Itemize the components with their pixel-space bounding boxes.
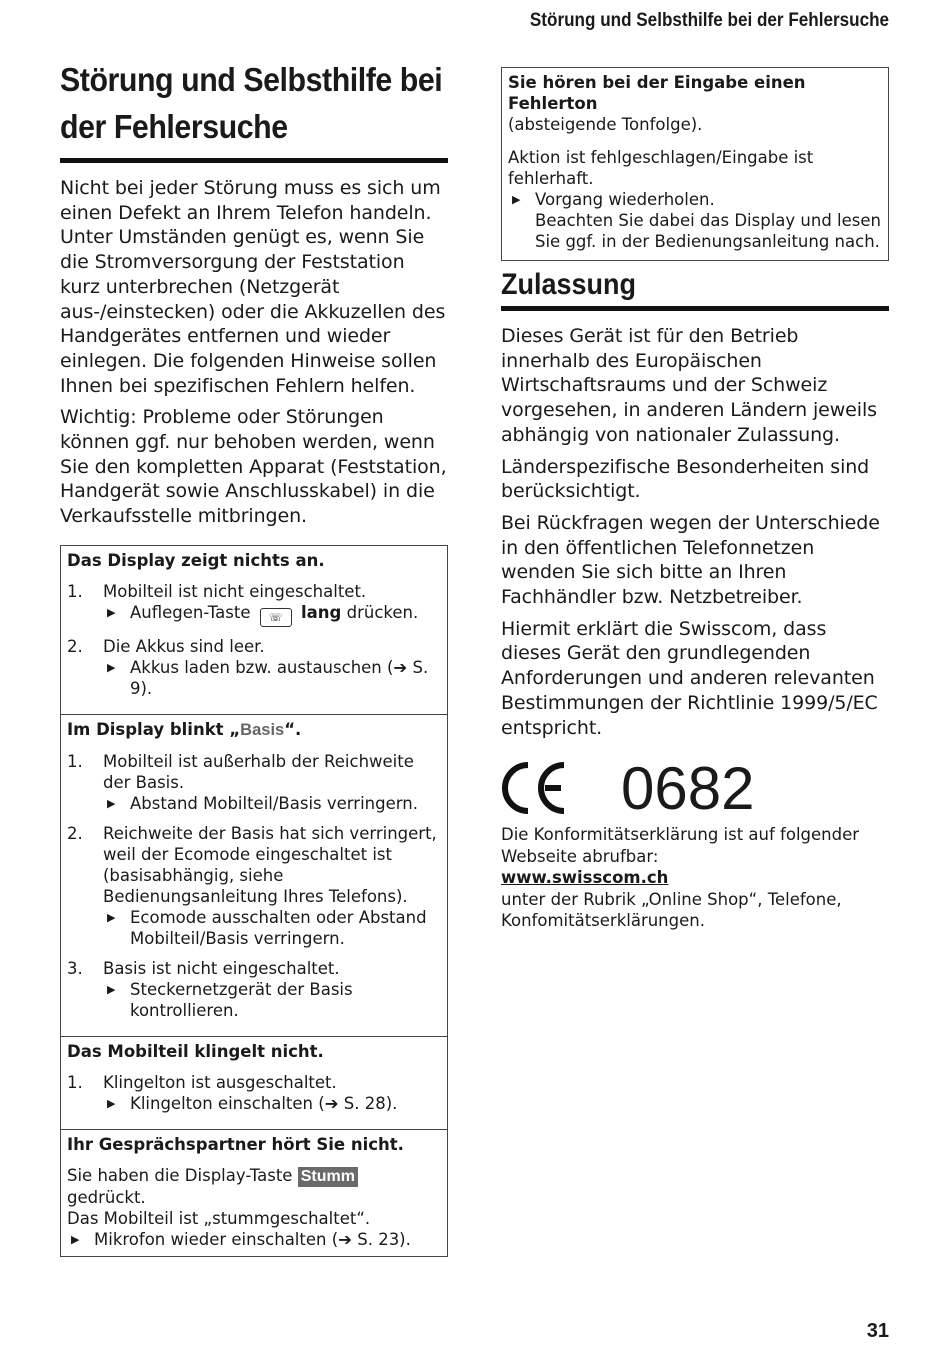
action-step: ▶ Auflegen-Taste ☏ lang drücken. [103, 602, 441, 627]
triangle-bullet-icon: ▶ [107, 661, 116, 674]
action-step: ▶ Klingelton einschalten (➔ S. 28). [103, 1093, 441, 1114]
display-text-basis: Basis [240, 721, 285, 739]
hang-up-key-icon: ☏ [260, 608, 292, 627]
troubleshooting-table [60, 545, 448, 1257]
action-step: ▶ Steckernetzgerät der Basis kontrollieren. [103, 979, 441, 1021]
list-item: 1. Klingelton ist ausgeschaltet. ▶ Klingelton einschalten (➔ S. 28). [67, 1072, 441, 1114]
list-item: 1. Mobilteil ist nicht eingeschaltet. ▶ Auflegen-Taste ☏ lang drücken. [67, 581, 441, 627]
action-step: ▶ Ecomode ausschalten oder Abstand Mobilteil/Basis verringern. [103, 907, 441, 949]
ce-marking [501, 755, 889, 824]
intro-paragraph: Nicht bei jeder Störung muss es sich um einen Defekt an Ihrem Telefon handeln. Unter Umständen genügt es, wenn Sie die Stromversorgung der Feststation kurz unterbrechen (Netzgerät aus-/einstecken) oder die Akkuzellen des Handgerätes entfernen und wieder einlegen. Die folgenden Hinweise sollen Ihnen bei spezifischen Fehlern helfen. [60, 177, 446, 397]
list-item: 2. Die Akkus sind leer. ▶ Akkus laden bzw. austauschen (➔ S. 9). [67, 636, 441, 699]
error-tone-box: Sie hören bei der Eingabe einen Fehlerton (absteigende Tonfolge). Aktion ist fehlgeschlagen/Eingabe ist fehlerhaft. ▶ Vorgang wiederholen. Beachten Sie dabei das Display und lesen Sie ggf. in der Bedienungsanleitung nach. [501, 67, 889, 261]
problem-display-empty [61, 546, 447, 714]
section-title-zulassung: Zulassung [501, 266, 889, 311]
list-item: 3. Basis ist nicht eingeschaltet. ▶ Steckernetzgerät der Basis kontrollieren. [67, 958, 441, 1021]
problem-no-ring [61, 1036, 447, 1129]
action-step: ▶ Abstand Mobilteil/Basis verringern. [103, 793, 441, 814]
list-item: 2. Reichweite der Basis hat sich verringert, weil der Ecomode eingeschaltet ist (basisabhängig, siehe Bedienungsanleitung Ihres Telefons). ▶ Ecomode ausschalten oder Abstand Mobilteil/Basis verringern. [67, 823, 441, 949]
intro-text [60, 176, 448, 536]
running-header: Störung und Selbsthilfe bei der Fehlersuche [529, 10, 889, 31]
triangle-bullet-icon: ▶ [107, 911, 116, 924]
problem-display-blinks [61, 714, 447, 1036]
box-heading: Sie hören bei der Eingabe einen Fehlerton [508, 73, 806, 113]
notified-body-number: 0682 [621, 755, 755, 822]
triangle-bullet-icon: ▶ [107, 797, 116, 810]
triangle-bullet-icon: ▶ [107, 1097, 116, 1110]
display-key-stumm: Stumm [298, 1167, 358, 1187]
list-item: 1. Mobilteil ist außerhalb der Reichweite der Basis. ▶ Abstand Mobilteil/Basis verringern. [67, 751, 441, 814]
problem-heading: Das Mobilteil klingelt nicht. [67, 1042, 324, 1061]
problem-heading: Das Display zeigt nichts an. [67, 551, 325, 570]
page-number: 31 [866, 1320, 889, 1342]
problem-heading: Ihr Gesprächspartner hört Sie nicht. [67, 1135, 404, 1154]
important-paragraph: Wichtig: Probleme oder Störungen können ggf. nur behoben werden, wenn Sie den kompletten Apparat (Feststation, Handgerät sowie Anschlusskabel) in die Verkaufsstelle mitbringen. [60, 406, 447, 528]
swisscom-link[interactable]: www.swisscom.ch [501, 868, 669, 887]
triangle-bullet-icon: ▶ [107, 983, 116, 996]
triangle-bullet-icon: ▶ [512, 193, 521, 206]
triangle-bullet-icon: ▶ [107, 606, 116, 619]
problem-caller-cannot-hear: Ihr Gesprächspartner hört Sie nicht. Sie haben die Display-Taste Stumm gedrückt. Das Mobilteil ist „stummgeschaltet“. ▶ Mikrofon wieder einschalten (➔ S. 23). [61, 1129, 447, 1256]
conformity-declaration: Die Konformitätserklärung ist auf folgender Webseite abrufbar: www.swisscom.ch unter der Rubrik „Online Shop“, Telefone, Konfomitätserklärungen. [501, 824, 889, 932]
problem-heading: Im Display blinkt „Basis“. [67, 720, 302, 739]
page-title: Störung und Selbsthilfe bei der Fehlersuche [60, 56, 448, 163]
ce-mark-icon [501, 762, 567, 814]
action-step: ▶ Vorgang wiederholen. Beachten Sie dabei das Display und lesen Sie ggf. in der Bedienungsanleitung nach. [508, 189, 882, 252]
triangle-bullet-icon: ▶ [71, 1233, 80, 1246]
action-step: ▶ Akkus laden bzw. austauschen (➔ S. 9). [103, 657, 441, 699]
problem-description: Sie haben die Display-Taste Stumm gedrückt. [67, 1165, 441, 1208]
zulassung-text: Dieses Gerät ist für den Betrieb innerhalb des Europäischen Wirtschaftsraums und der Schweiz vorgesehen, in anderen Ländern jeweils abhängig von nationaler Zulassung. Länderspezifische Besonderheiten sind berücksichtigt. Bei Rückfragen wegen der Unterschiede in den öffentlichen Telefonnetzen wenden Sie sich bitte an Ihren Fachhändler bzw. Netzbetreiber. Hiermit erklärt die Swisscom, dass dieses Gerät den grundlegenden Anforderungen und anderen relevanten Bestimmungen der Richtlinie 1999/5/EC entspricht. [501, 325, 880, 739]
action-step: ▶ Mikrofon wieder einschalten (➔ S. 23). [67, 1229, 441, 1250]
